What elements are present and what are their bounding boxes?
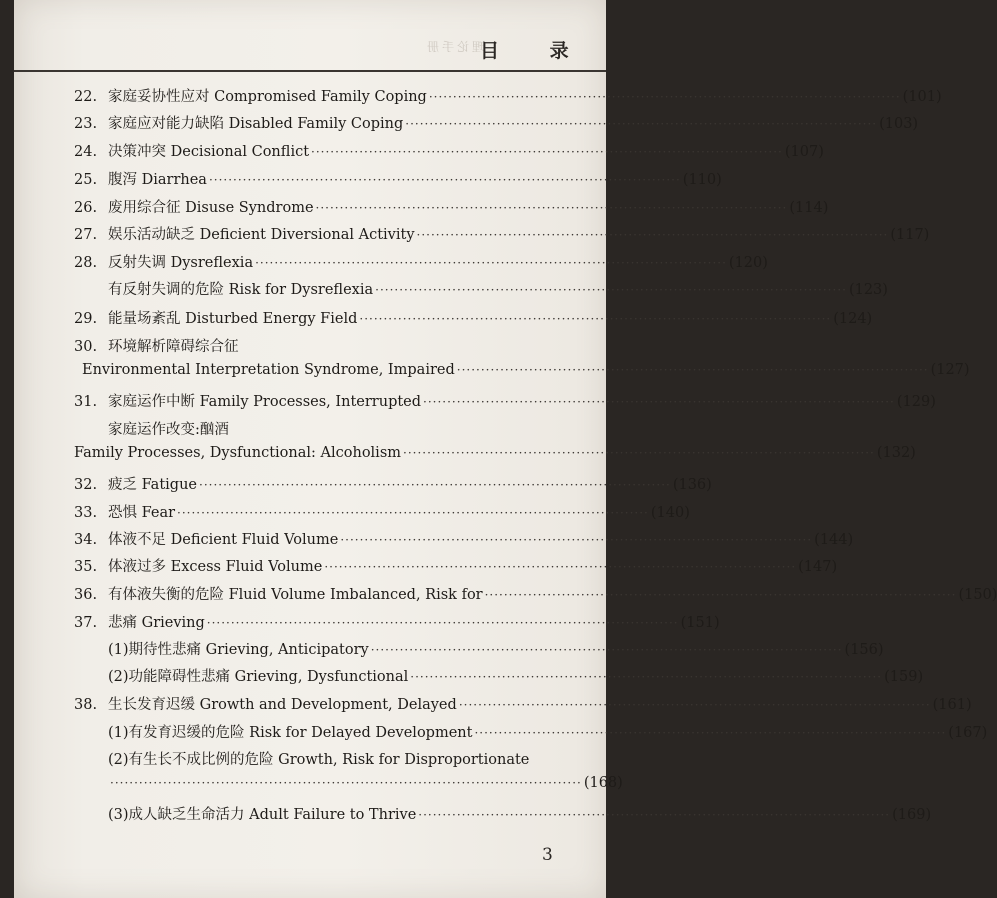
entry-page: (169) (892, 807, 932, 823)
dot-leader (415, 228, 891, 242)
dot-leader (207, 173, 683, 187)
dot-leader (427, 90, 903, 104)
toc-entry[interactable] (74, 445, 916, 472)
page-number: 3 (542, 845, 553, 865)
entry-page: (151) (680, 615, 720, 631)
dot-leader (373, 283, 849, 297)
toc-entry[interactable] (74, 390, 936, 417)
entry-page: (103) (879, 116, 919, 132)
toc-entry[interactable] (74, 112, 919, 139)
entry-number: 24. (74, 144, 98, 160)
dot-leader (108, 776, 584, 790)
dot-leader (357, 312, 833, 326)
entry-page: (140) (650, 505, 690, 521)
toc-entry[interactable] (74, 501, 690, 528)
header-rule (14, 70, 606, 72)
dot-leader (455, 363, 931, 377)
entry-title: 恐惧 Fear (108, 505, 176, 521)
entry-page: (129) (896, 394, 936, 410)
dot-leader (197, 478, 673, 492)
toc-entry[interactable] (74, 611, 720, 638)
entry-page: (114) (789, 200, 829, 216)
entry-title: 能量场紊乱 Disturbed Energy Field (108, 311, 358, 327)
entry-number: 31. (74, 394, 98, 410)
entry-page: (147) (798, 559, 838, 575)
entry-number: 38. (74, 697, 98, 713)
entry-title: 悲痛 Grieving (108, 615, 205, 631)
toc-entry[interactable] (74, 196, 829, 223)
dot-leader (369, 643, 845, 657)
entry-title: 有反射失调的危险 Risk for Dysreflexia (108, 282, 374, 298)
dot-leader (338, 533, 814, 547)
dot-leader (175, 506, 651, 520)
entry-title: 家庭运作中断 Family Processes, Interrupted (108, 394, 422, 410)
toc-entry[interactable] (74, 307, 873, 334)
dot-leader (205, 616, 681, 630)
entry-number: 23. (74, 116, 98, 132)
entry-page: (167) (948, 725, 988, 741)
entry-title: Family Processes, Dysfunctional: Alcoholism (74, 445, 402, 461)
entry-title: 疲乏 Fatigue (108, 477, 197, 493)
entry-title: (2)功能障碍性悲痛 Grieving, Dysfunctional (108, 669, 409, 685)
entry-title: 家庭运作改变:酗酒 (108, 422, 229, 438)
toc-entry[interactable] (74, 278, 888, 305)
toc-entry[interactable] (74, 693, 972, 720)
dot-leader (314, 201, 790, 215)
entry-title: 决策冲突 Decisional Conflict (108, 144, 310, 160)
entry-number: 29. (74, 311, 98, 327)
page-header (14, 32, 606, 64)
entry-number: 36. (74, 587, 98, 603)
entry-page: (117) (890, 227, 930, 243)
entry-number: 26. (74, 200, 98, 216)
toc-entry[interactable] (74, 665, 924, 692)
entry-page: (144) (814, 532, 854, 548)
dot-leader (457, 698, 933, 712)
entry-page: (123) (848, 282, 888, 298)
entry-page: (110) (682, 172, 722, 188)
entry-title: (2)有生长不成比例的危险 Growth, Risk for Disproportionate (108, 752, 530, 768)
entry-title: Environmental Interpretation Syndrome, Impaired (82, 362, 455, 378)
entry-title: (1)有发育迟缓的危险 Risk for Delayed Development (108, 725, 473, 741)
entry-page: (156) (844, 642, 884, 658)
entry-number: 35. (74, 559, 98, 575)
entry-page: (107) (784, 144, 824, 160)
entry-number: 28. (74, 255, 98, 271)
dot-leader (309, 145, 785, 159)
entry-page: (101) (902, 89, 942, 105)
toc-entry[interactable] (74, 335, 564, 362)
bleed-through-header: 理论手册 (424, 40, 485, 54)
toc-entry[interactable] (74, 223, 930, 250)
toc-entry[interactable] (74, 362, 970, 389)
entry-title: 反射失调 Dysreflexia (108, 255, 254, 271)
book-page (14, 0, 997, 898)
entry-title: 体液不足 Deficient Fluid Volume (108, 532, 339, 548)
entry-title: 废用综合征 Disuse Syndrome (108, 200, 314, 216)
toc-entry[interactable] (74, 251, 768, 278)
toc-entry[interactable] (74, 583, 997, 610)
entry-title: 家庭妥协性应对 Compromised Family Coping (108, 89, 427, 105)
toc-entry[interactable] (74, 638, 884, 665)
entry-number: 32. (74, 477, 98, 493)
entry-page: (120) (728, 255, 768, 271)
dot-leader (253, 256, 729, 270)
entry-title: (3)成人缺乏生命活力 Adult Failure to Thrive (108, 807, 417, 823)
entry-title: 有体液失衡的危险 Fluid Volume Imbalanced, Risk for (108, 587, 483, 603)
entry-page: (168) (583, 775, 623, 791)
toc-entry[interactable] (74, 748, 564, 775)
entry-title: 生长发育迟缓 Growth and Development, Delayed (108, 697, 457, 713)
entry-number: 30. (74, 339, 98, 355)
entry-page: (124) (833, 311, 873, 327)
entry-page: (159) (884, 669, 924, 685)
dot-leader (401, 446, 877, 460)
entry-title: 腹泻 Diarrhea (108, 172, 207, 188)
entry-page: (161) (932, 697, 972, 713)
toc-entry[interactable] (74, 140, 824, 167)
header-title: 目 录 (480, 40, 591, 62)
entry-title: 家庭应对能力缺陷 Disabled Family Coping (108, 116, 404, 132)
entry-page: (127) (930, 362, 970, 378)
dot-leader (322, 560, 798, 574)
toc-entry[interactable] (74, 473, 712, 500)
entry-title: (1)期待性悲痛 Grieving, Anticipatory (108, 642, 369, 658)
dot-leader (408, 670, 884, 684)
toc-entry[interactable] (74, 555, 838, 582)
toc-entry[interactable] (74, 85, 942, 112)
entry-page: (136) (672, 477, 712, 493)
toc-entry[interactable] (74, 721, 988, 748)
entry-number: 37. (74, 615, 98, 631)
dot-leader (483, 588, 959, 602)
entry-number: 25. (74, 172, 98, 188)
entry-number: 22. (74, 89, 98, 105)
entry-number: 33. (74, 505, 98, 521)
dot-leader (421, 395, 897, 409)
dot-leader (416, 808, 892, 822)
toc-entry[interactable] (74, 168, 722, 195)
toc-entry[interactable] (74, 803, 932, 830)
entry-page: (132) (876, 445, 916, 461)
dot-leader (472, 726, 948, 740)
entry-number: 34. (74, 532, 98, 548)
toc-entry[interactable] (74, 418, 564, 445)
entry-title: 娱乐活动缺乏 Deficient Diversional Activity (108, 227, 415, 243)
entry-title: 环境解析障碍综合征 (108, 339, 239, 355)
entry-number: 27. (74, 227, 98, 243)
entry-page: (150) (958, 587, 997, 603)
toc-entry[interactable] (74, 775, 623, 802)
entry-title: 体液过多 Excess Fluid Volume (108, 559, 323, 575)
toc-entry[interactable] (74, 528, 854, 555)
dot-leader (403, 117, 879, 131)
